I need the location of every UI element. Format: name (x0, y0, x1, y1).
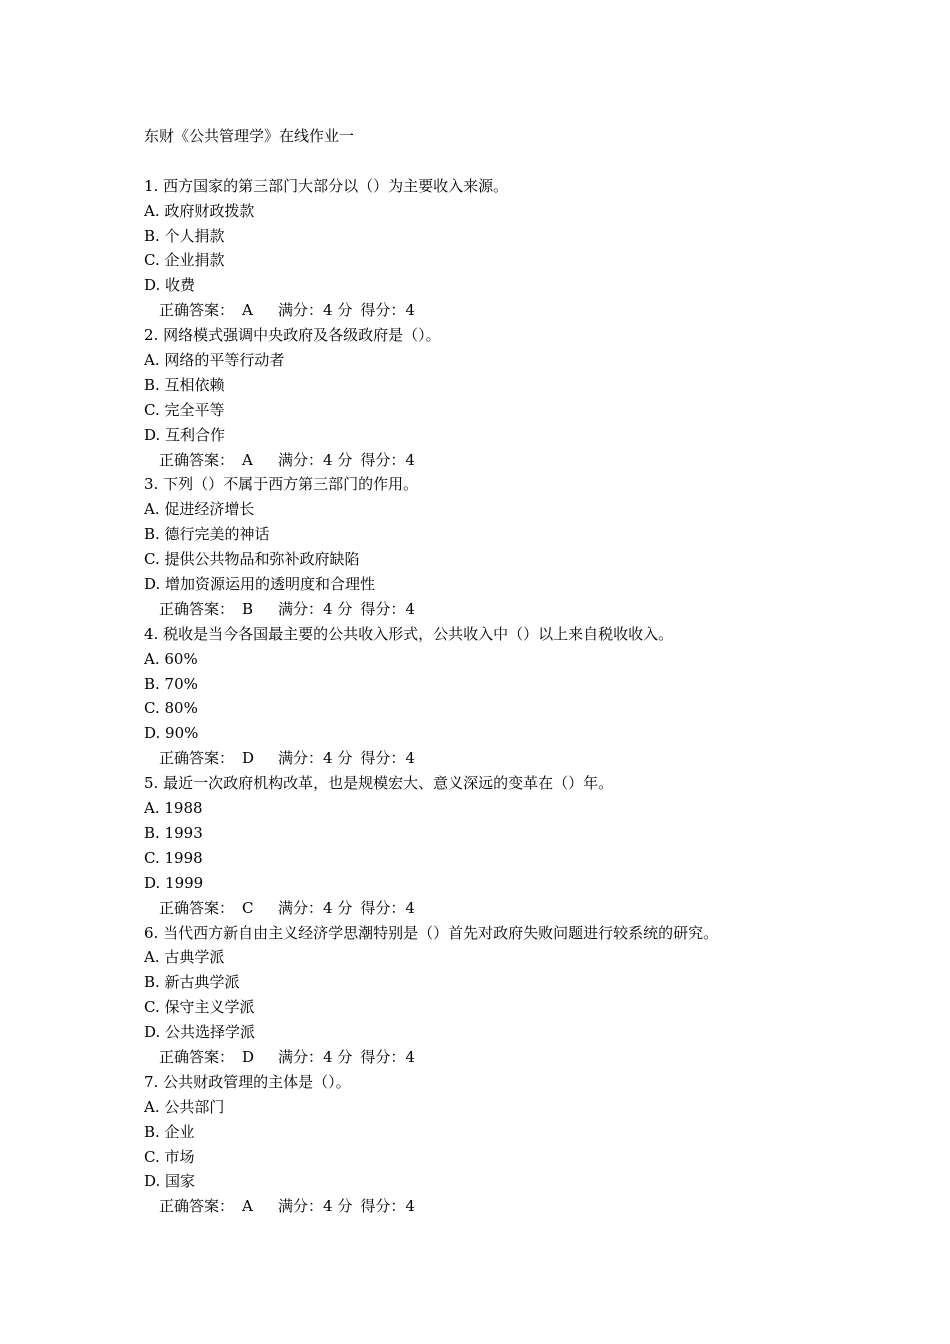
correct-answer-label: 正确答案： (159, 749, 235, 768)
question-stem: 2. 网络模式强调中央政府及各级政府是（）。 (144, 326, 441, 345)
document-content (144, 124, 844, 1219)
question-option: B. 个人捐款 (144, 226, 225, 245)
got-score-label: 得分：4 (360, 1197, 415, 1216)
question-option: D. 互利合作 (144, 425, 226, 444)
question-option: D. 90% (144, 724, 199, 743)
question-option: B. 1993 (144, 823, 203, 842)
question-block (144, 323, 844, 472)
question-option: B. 互相依赖 (144, 375, 225, 394)
question-option: C. 80% (144, 699, 198, 718)
question-block (144, 771, 844, 920)
full-score-label: 满分：4 分 (278, 450, 353, 469)
got-score-label: 得分：4 (360, 450, 415, 469)
question-stem: 1. 西方国家的第三部门大部分以（）为主要收入来源。 (144, 176, 509, 195)
question-stem: 3. 下列（）不属于西方第三部门的作用。 (144, 475, 419, 494)
got-score-label: 得分：4 (360, 301, 415, 320)
question-option: D. 1999 (144, 873, 204, 892)
got-score-label: 得分：4 (360, 898, 415, 917)
question-option: A. 公共部门 (144, 1097, 225, 1116)
answer-row (144, 1194, 844, 1219)
got-score-label: 得分：4 (360, 749, 415, 768)
correct-answer-label: 正确答案： (159, 450, 235, 469)
full-score-label: 满分：4 分 (278, 898, 353, 917)
answer-row (144, 597, 844, 622)
question-stem: 5. 最近一次政府机构改革，也是规模宏大、意义深远的变革在（）年。 (144, 774, 614, 793)
full-score-label: 满分：4 分 (278, 749, 353, 768)
question-option: B. 70% (144, 674, 198, 693)
question-option: A. 古典学派 (144, 948, 225, 967)
question-block (144, 1070, 844, 1219)
question-option: C. 1998 (144, 848, 203, 867)
correct-answer-label: 正确答案： (159, 301, 235, 320)
question-option: A. 促进经济增长 (144, 500, 255, 519)
answer-row (144, 448, 844, 473)
question-option: A. 1988 (144, 799, 203, 818)
correct-answer-value: A (242, 1197, 253, 1216)
answer-row (144, 746, 844, 771)
question-option: C. 企业捐款 (144, 251, 225, 270)
question-option: A. 网络的平等行动者 (144, 351, 285, 370)
correct-answer-value: D (242, 1047, 255, 1066)
question-option: C. 保守主义学派 (144, 998, 255, 1017)
answer-row (144, 298, 844, 323)
question-option: A. 政府财政拨款 (144, 201, 255, 220)
question-option: A. 60% (144, 649, 198, 668)
full-score-label: 满分：4 分 (278, 1047, 353, 1066)
got-score-label: 得分：4 (360, 599, 415, 618)
question-option: B. 德行完美的神话 (144, 525, 270, 544)
correct-answer-value: A (242, 450, 253, 469)
correct-answer-label: 正确答案： (159, 1047, 235, 1066)
question-block (144, 622, 844, 771)
correct-answer-value: B (242, 599, 254, 618)
question-option: B. 新古典学派 (144, 973, 240, 992)
answer-row (144, 1045, 844, 1070)
question-option: D. 国家 (144, 1172, 196, 1191)
full-score-label: 满分：4 分 (278, 599, 353, 618)
question-block (144, 174, 844, 323)
full-score-label: 满分：4 分 (278, 1197, 353, 1216)
correct-answer-label: 正确答案： (159, 1197, 235, 1216)
question-stem: 7. 公共财政管理的主体是（）。 (144, 1072, 351, 1091)
question-option: D. 收费 (144, 276, 196, 295)
answer-row (144, 896, 844, 921)
question-option: C. 市场 (144, 1147, 195, 1166)
question-list (144, 174, 844, 1219)
document-title: 东财《公共管理学》在线作业一 (144, 127, 355, 145)
question-block (144, 472, 844, 621)
question-option: D. 公共选择学派 (144, 1023, 256, 1042)
question-stem: 6. 当代西方新自由主义经济学思潮特别是（）首先对政府失败问题进行较系统的研究。 (144, 923, 719, 942)
question-block (144, 921, 844, 1070)
question-option: B. 企业 (144, 1122, 195, 1141)
question-stem: 4. 税收是当今各国最主要的公共收入形式，公共收入中（）以上来自税收收入。 (144, 624, 674, 643)
full-score-label: 满分：4 分 (278, 301, 353, 320)
got-score-label: 得分：4 (360, 1047, 415, 1066)
question-option: C. 完全平等 (144, 400, 225, 419)
question-option: D. 增加资源运用的透明度和合理性 (144, 575, 376, 594)
correct-answer-value: C (242, 898, 254, 917)
question-option: C. 提供公共物品和弥补政府缺陷 (144, 550, 360, 569)
correct-answer-label: 正确答案： (159, 898, 235, 917)
correct-answer-value: A (242, 301, 253, 320)
correct-answer-label: 正确答案： (159, 599, 235, 618)
correct-answer-value: D (242, 749, 255, 768)
